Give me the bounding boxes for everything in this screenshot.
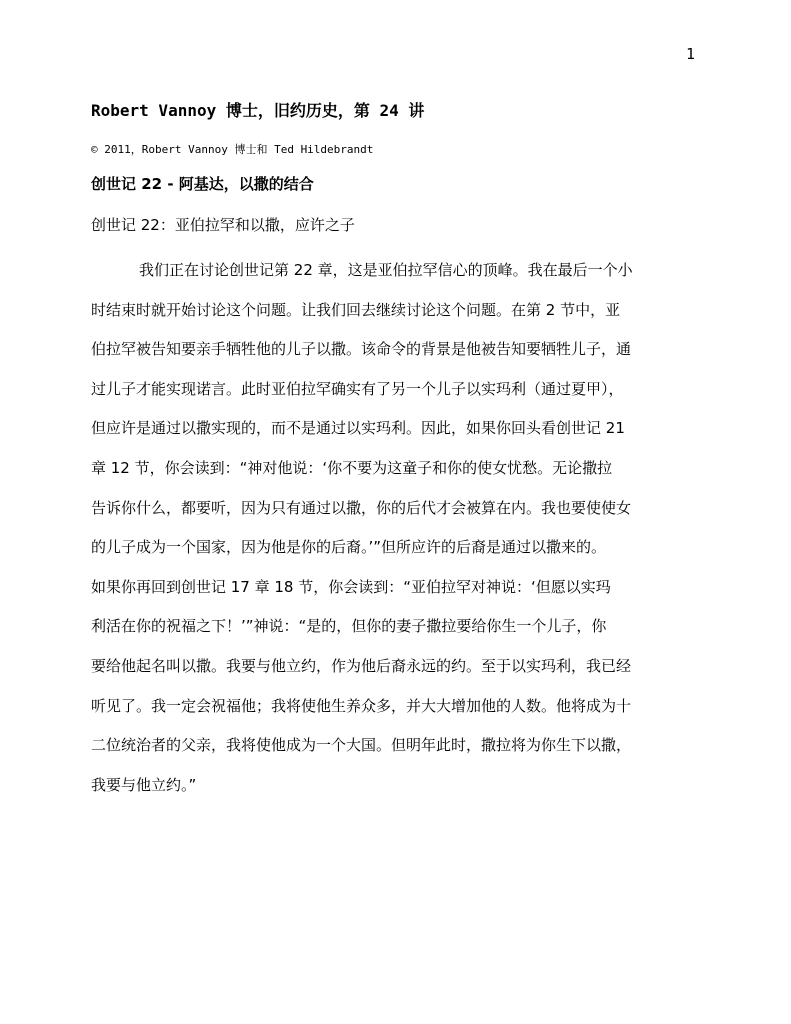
paragraph-line: 二位统治者的父亲，我将使他成为一个大国。但明年此时，撒拉将为你生下以撒，	[91, 736, 632, 755]
paragraph-line: 要给他起名叫以撒。我要与他立约，作为他后裔永远的约。至于以实玛利，我已经	[91, 656, 632, 675]
paragraph-line: 如果你再回到创世记 17 章 18 节，你会读到：“亚伯拉罕对神说：‘但愿以实玛	[91, 577, 611, 596]
paragraph-line: 章 12 节，你会读到：“神对他说：‘你不要为这童子和你的使女忧愁。无论撒拉	[91, 458, 613, 477]
section-heading: 创世记 22 - 阿基达，以撒的结合	[91, 175, 314, 193]
paragraph-line: 过儿子才能实现诺言。此时亚伯拉罕确实有了另一个儿子以实玛利（通过夏甲），	[91, 379, 624, 398]
paragraph-line: 利活在你的祝福之下！’”神说：“是的，但你的妻子撒拉要给你生一个儿子，你	[91, 617, 607, 636]
paragraph-line: 但应许是通过以撒实现的，而不是通过以实玛利。因此，如果你回头看创世记 21	[91, 419, 625, 438]
section-subheading: 创世记 22：亚伯拉罕和以撒，应许之子	[91, 216, 355, 234]
paragraph-line: 听见了。我一定会祝福他；我将使他生养众多，并大大增加他的人数。他将成为十	[91, 696, 632, 715]
paragraph-line: 告诉你什么，都要听，因为只有通过以撒，你的后代才会被算在内。我也要使使女	[91, 498, 632, 517]
page-number: 1	[686, 45, 696, 63]
paragraph-line: 伯拉罕被告知要亲手牺牲他的儿子以撒。该命令的背景是他被告知要牺牲儿子，通	[91, 340, 632, 359]
paragraph-line: 时结束时就开始讨论这个问题。让我们回去继续讨论这个问题。在第 2 节中，亚	[91, 300, 621, 319]
paragraph-line: 我要与他立约。”	[91, 775, 197, 794]
document-title: Robert Vannoy 博士，旧约历史，第 24 讲	[91, 101, 425, 120]
paragraph-line: 的儿子成为一个国家，因为他是你的后裔。’”但所应许的后裔是通过以撒来的。	[91, 538, 607, 557]
paragraph-line: 我们正在讨论创世记第 22 章，这是亚伯拉罕信心的顶峰。我在最后一个小	[139, 261, 633, 279]
body-paragraph	[91, 256, 711, 810]
copyright-notice: © 2011，Robert Vannoy 博士和 Ted Hildebrandt	[91, 143, 374, 156]
